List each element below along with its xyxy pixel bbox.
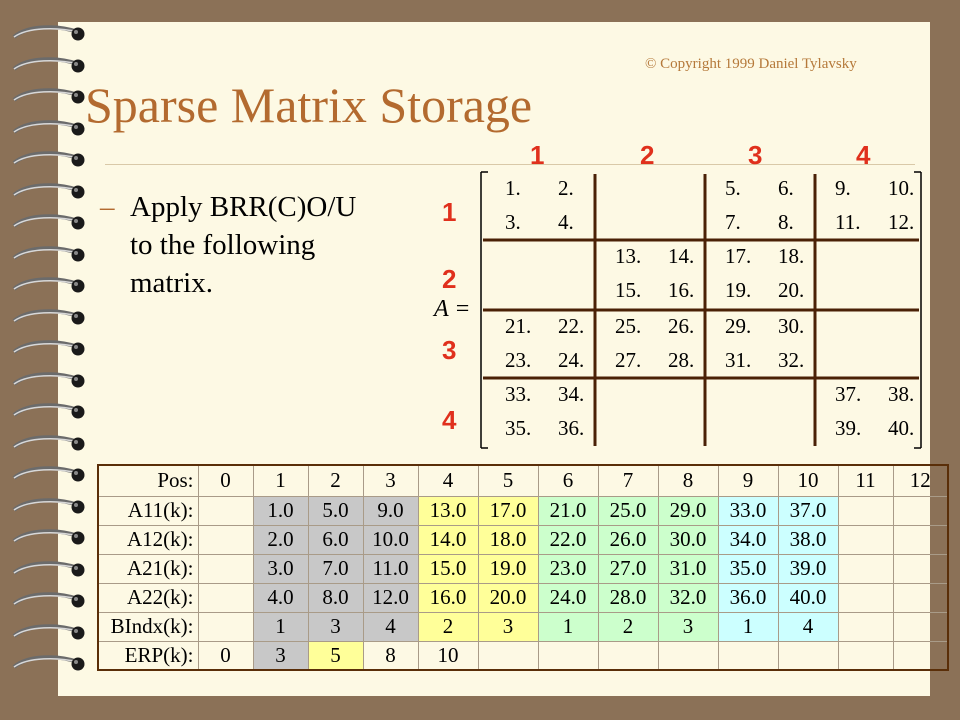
table-cell: 26.0 [598, 525, 658, 554]
row-label: Pos: [98, 465, 198, 496]
table-cell: 1 [718, 612, 778, 641]
matrix-entry: 36. [558, 416, 585, 440]
position-header-cell: 6 [538, 465, 598, 496]
matrix-entry: 6. [778, 176, 794, 200]
bullet-dash: – [100, 191, 115, 223]
matrix-entry: 12. [888, 210, 915, 234]
table-cell: 20.0 [478, 583, 538, 612]
matrix-entry: 37. [835, 382, 862, 406]
table-cell: 0 [198, 641, 253, 670]
table-cell [198, 554, 253, 583]
brr-storage-table [97, 464, 949, 671]
table-cell: 27.0 [598, 554, 658, 583]
table-cell [658, 641, 718, 670]
matrix-entry: 28. [668, 348, 695, 372]
matrix-entry: 24. [558, 348, 585, 372]
table-row [98, 612, 948, 641]
table-row [98, 525, 948, 554]
bullet-line-1: Apply BRR(C)O/U [130, 191, 357, 223]
table-cell [598, 641, 658, 670]
position-header-cell: 3 [363, 465, 418, 496]
matrix-entry: 25. [615, 314, 642, 338]
matrix-col-label-2: 2 [640, 140, 655, 170]
matrix-row-label-2: 2 [442, 264, 457, 294]
matrix-entry: 26. [668, 314, 695, 338]
matrix-entry: 38. [888, 382, 915, 406]
matrix-col-label-4: 4 [856, 140, 871, 170]
table-cell [893, 496, 948, 525]
matrix-col-label-1: 1 [530, 140, 545, 170]
table-cell [838, 641, 893, 670]
table-cell [478, 641, 538, 670]
matrix-entry: 8. [778, 210, 794, 234]
position-header-cell: 9 [718, 465, 778, 496]
matrix-entry: 35. [505, 416, 532, 440]
matrix-entry: 9. [835, 176, 851, 200]
matrix-entry: 16. [668, 278, 695, 302]
matrix-row-label-4: 4 [442, 405, 457, 435]
matrix-entry: 10. [888, 176, 915, 200]
table-row [98, 554, 948, 583]
table-cell: 2 [598, 612, 658, 641]
matrix-entry: 2. [558, 176, 574, 200]
table-cell: 3.0 [253, 554, 308, 583]
table-cell: 31.0 [658, 554, 718, 583]
matrix-entry: 30. [778, 314, 805, 338]
table-cell: 11.0 [363, 554, 418, 583]
table-cell [198, 583, 253, 612]
table-row [98, 641, 948, 670]
matrix-entry: 31. [725, 348, 752, 372]
table-cell: 33.0 [718, 496, 778, 525]
table-cell: 23.0 [538, 554, 598, 583]
table-cell [778, 641, 838, 670]
table-cell: 6.0 [308, 525, 363, 554]
table-cell: 4 [778, 612, 838, 641]
table-cell: 7.0 [308, 554, 363, 583]
table-cell: 2 [418, 612, 478, 641]
table-cell: 5 [308, 641, 363, 670]
position-header-cell: 12 [893, 465, 948, 496]
copyright-notice: © Copyright 1999 Daniel Tylavsky [645, 56, 857, 72]
slide-title: Sparse Matrix Storage [85, 77, 533, 133]
position-header-cell: 11 [838, 465, 893, 496]
table-cell [538, 641, 598, 670]
matrix-entry: 1. [505, 176, 521, 200]
bullet-line-3: matrix. [130, 267, 213, 299]
row-label: A21(k): [98, 554, 198, 583]
matrix-entry: 13. [615, 244, 642, 268]
row-label: A11(k): [98, 496, 198, 525]
table-cell: 4 [363, 612, 418, 641]
matrix-entry: 19. [725, 278, 752, 302]
table-cell [838, 554, 893, 583]
table-cell: 1.0 [253, 496, 308, 525]
bullet-line-2: to the following [130, 229, 316, 261]
matrix-entry: 23. [505, 348, 532, 372]
table-cell [893, 554, 948, 583]
table-cell: 35.0 [718, 554, 778, 583]
table-cell: 25.0 [598, 496, 658, 525]
table-cell [838, 496, 893, 525]
position-header-cell: 2 [308, 465, 363, 496]
table-cell: 29.0 [658, 496, 718, 525]
table-cell: 34.0 [718, 525, 778, 554]
matrix-entry: 3. [505, 210, 521, 234]
matrix-entry: 33. [505, 382, 532, 406]
matrix-entry: 4. [558, 210, 574, 234]
table-cell: 21.0 [538, 496, 598, 525]
table-row [98, 583, 948, 612]
table-cell: 17.0 [478, 496, 538, 525]
table-cell [893, 583, 948, 612]
table-cell [893, 525, 948, 554]
matrix-equation-label: A = [434, 296, 471, 322]
row-label: BIndx(k): [98, 612, 198, 641]
table-cell: 9.0 [363, 496, 418, 525]
table-cell: 22.0 [538, 525, 598, 554]
table-cell [198, 525, 253, 554]
table-cell: 2.0 [253, 525, 308, 554]
matrix-entry: 17. [725, 244, 752, 268]
matrix-row-label-1: 1 [442, 197, 457, 227]
table-cell [198, 612, 253, 641]
table-cell [718, 641, 778, 670]
matrix-entry: 29. [725, 314, 752, 338]
table-cell [198, 496, 253, 525]
table-cell: 10.0 [363, 525, 418, 554]
table-cell: 8 [363, 641, 418, 670]
matrix-entry: 11. [835, 210, 861, 234]
row-label: A22(k): [98, 583, 198, 612]
table-cell [893, 612, 948, 641]
table-cell: 12.0 [363, 583, 418, 612]
matrix-row-label-3: 3 [442, 335, 457, 365]
table-cell [893, 641, 948, 670]
table-cell: 1 [253, 612, 308, 641]
table-cell: 28.0 [598, 583, 658, 612]
table-cell [838, 583, 893, 612]
table-cell: 37.0 [778, 496, 838, 525]
table-cell: 10 [418, 641, 478, 670]
table-cell: 16.0 [418, 583, 478, 612]
position-header-cell: 1 [253, 465, 308, 496]
table-cell: 3 [658, 612, 718, 641]
table-cell: 40.0 [778, 583, 838, 612]
matrix-entry: 18. [778, 244, 805, 268]
matrix-entry: 14. [668, 244, 695, 268]
row-label: A12(k): [98, 525, 198, 554]
matrix-entry: 32. [778, 348, 805, 372]
table-cell: 39.0 [778, 554, 838, 583]
table-cell: 24.0 [538, 583, 598, 612]
position-header-cell: 7 [598, 465, 658, 496]
table-cell: 3 [308, 612, 363, 641]
table-cell: 15.0 [418, 554, 478, 583]
table-cell: 14.0 [418, 525, 478, 554]
matrix-entry: 20. [778, 278, 805, 302]
matrix-entry: 34. [558, 382, 585, 406]
matrix-entry: 15. [615, 278, 642, 302]
matrix-entry: 7. [725, 210, 741, 234]
table-cell: 18.0 [478, 525, 538, 554]
table-cell: 5.0 [308, 496, 363, 525]
table-cell [838, 612, 893, 641]
table-cell: 38.0 [778, 525, 838, 554]
matrix-entry: 39. [835, 416, 862, 440]
table-cell: 13.0 [418, 496, 478, 525]
position-header-cell: 5 [478, 465, 538, 496]
position-header-cell: 10 [778, 465, 838, 496]
table-cell: 30.0 [658, 525, 718, 554]
table-cell: 4.0 [253, 583, 308, 612]
table-cell: 1 [538, 612, 598, 641]
matrix-entry: 21. [505, 314, 532, 338]
matrix-entry: 22. [558, 314, 585, 338]
matrix-entry: 40. [888, 416, 915, 440]
table-row [98, 496, 948, 525]
table-cell: 8.0 [308, 583, 363, 612]
matrix-entry: 27. [615, 348, 642, 372]
table-cell: 19.0 [478, 554, 538, 583]
matrix-entry: 5. [725, 176, 741, 200]
position-header-cell: 4 [418, 465, 478, 496]
table-cell [838, 525, 893, 554]
table-cell: 3 [478, 612, 538, 641]
table-cell: 3 [253, 641, 308, 670]
matrix-col-label-3: 3 [748, 140, 763, 170]
table-cell: 36.0 [718, 583, 778, 612]
table-header-row [98, 465, 948, 496]
row-label: ERP(k): [98, 641, 198, 670]
table-cell: 32.0 [658, 583, 718, 612]
position-header-cell: 8 [658, 465, 718, 496]
position-header-cell: 0 [198, 465, 253, 496]
